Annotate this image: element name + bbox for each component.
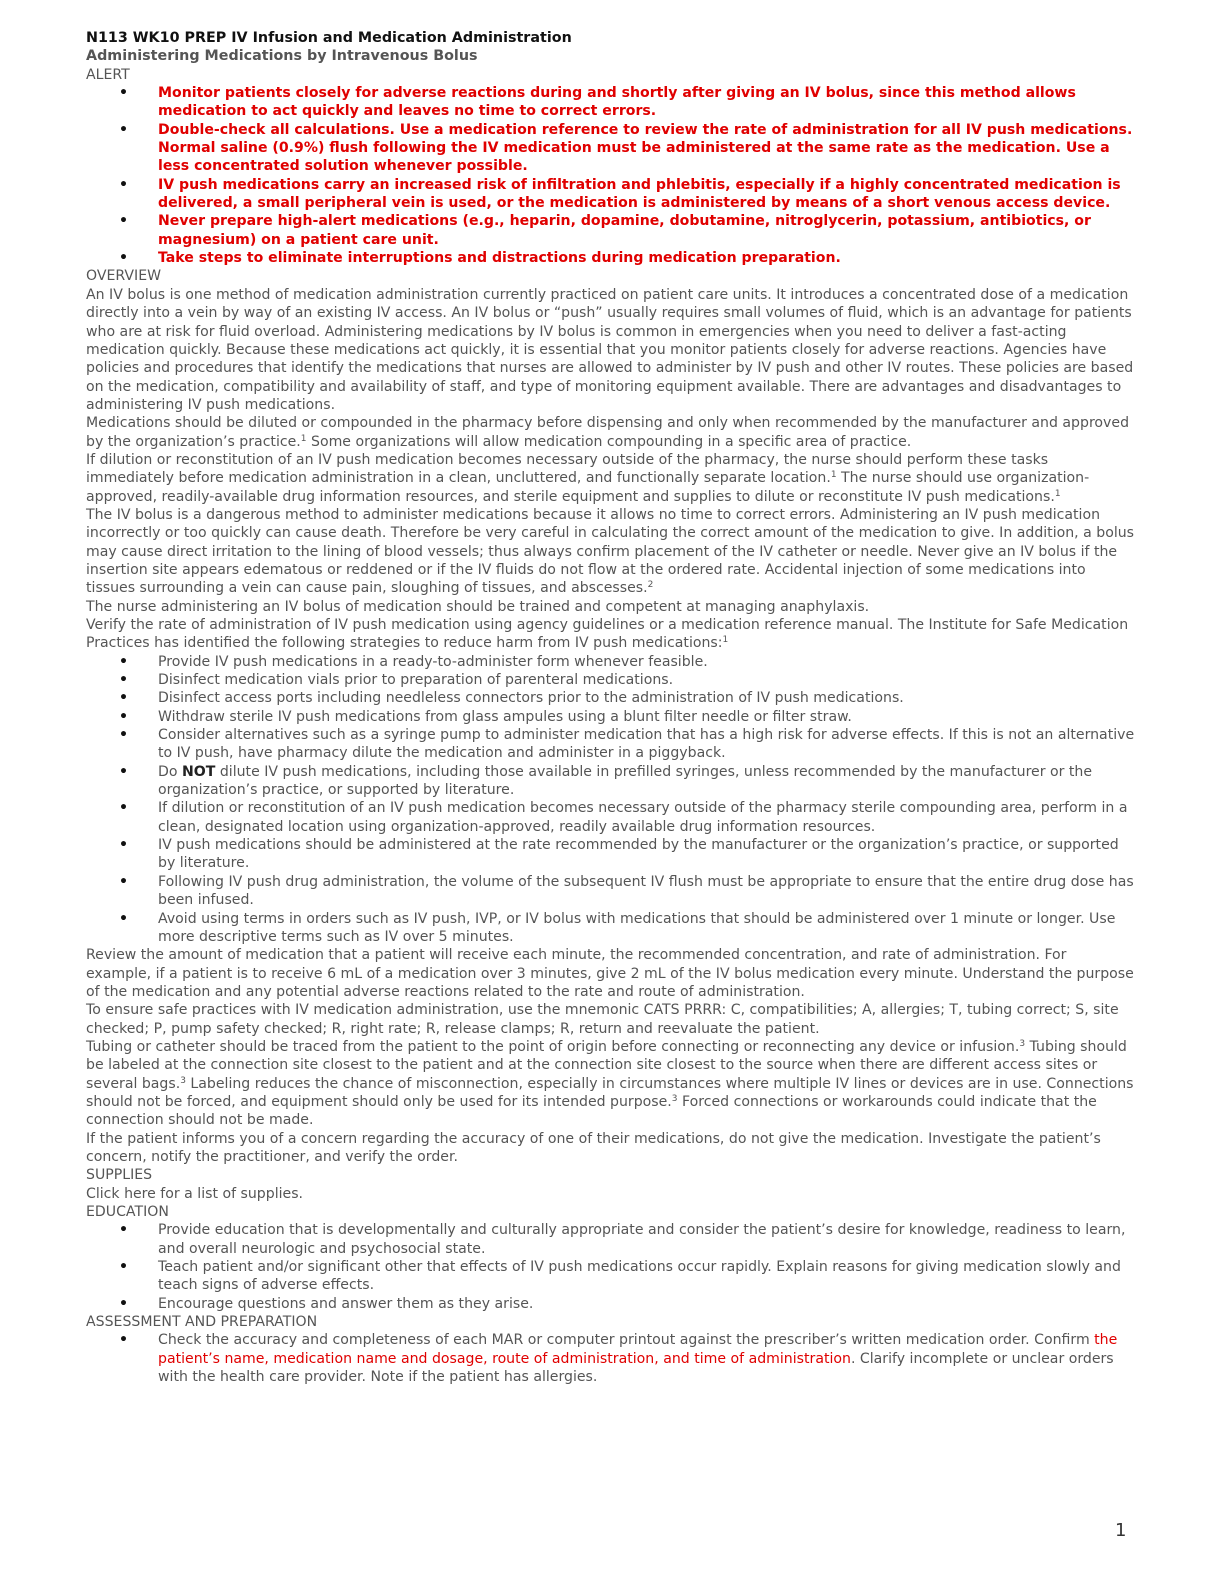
overview-paragraph: If dilution or reconstitution of an IV push medication becomes necessary outside of the pharmacy, the nurse should perform these tasks immediately before medication administration in a clean, uncluttered, and functionally separate location.$^1$ The nurse should use organization-approved, readily-available drug information resources, and sterile equipment and supplies to dilute or reconstitute IV push medications.$^1$ [86,451,1090,505]
alert-list [86,84,1136,267]
overview-paragraph: Tubing or catheter should be traced from the patient to the point of origin before connecting or reconnecting any device or infusion.$^3$ Tubing should be labeled at the connection site closest to the patient and at the connection site closest to the source when there are different access sites or several bags.$^3$ Labeling reduces the chance of misconnection, especially in circumstances where multiple IV lines or devices are in use. Connections should not be forced, and equipment should only be used for its intended purpose.$^3$ Forced connections or workarounds could indicate that the connection should not be made. [86,1038,1134,1129]
education-item: • Provide education that is developmentally and culturally appropriate and consider the patient’s desire for knowledge, readiness to learn, and overall neurologic and psychosocial state. [86,1221,1136,1258]
assessment-item: • Check the accuracy and completeness of each MAR or computer printout against the prescriber’s written medication order. Confirm the patient’s name, medication name and dosage, route of administration, and time of administration. Clarify incomplete or unclear orders with the health care provider. Note if the patient has allergies. [86,1331,1136,1386]
alert-item: • Monitor patients closely for adverse reactions during and shortly after giving an IV bolus, since this method allows medication to act quickly and leaves no time to correct errors. [86,84,1136,121]
strategy-item: • Disinfect medication vials prior to preparation of parenteral medications. [86,671,1136,689]
supplies-link[interactable]: Click here for a list of supplies. [86,1185,304,1202]
assessment-list [86,1331,1136,1386]
education-item: • Teach patient and/or significant other that effects of IV push medications occur rapidly. Explain reasons for giving medication slowly and teach signs of adverse effects. [86,1258,1136,1295]
alert-item: • Double-check all calculations. Use a medication reference to review the rate of administration for all IV push medications. Normal saline (0.9%) flush following the IV medication must be administered at the same rate as the medication. Use a less concentrated solution whenever possible. [86,121,1136,176]
education-item: • Encourage questions and answer them as they arise. [86,1295,1136,1313]
strategy-item: • Following IV push drug administration, the volume of the subsequent IV flush must be appropriate to ensure that the entire drug dose has been infused. [86,873,1136,910]
overview-paragraph: The nurse administering an IV bolus of medication should be trained and competent at managing anaphylaxis. [86,598,870,615]
strategy-list [86,653,1136,947]
overview-paragraph: The IV bolus is a dangerous method to administer medications because it allows no time to correct errors. Administering an IV push medication incorrectly or too quickly can cause death. Therefore be very careful in calculating the correct amount of the medication to give. In addition, a bolus may cause direct irritation to the lining of blood vessels; thus always confirm placement of the IV catheter or needle. Never give an IV bolus if the insertion site appears edematous or reddened or if the IV fluids do not flow at the ordered rate. Accidental injection of some medications into tissues surrounding a vein can cause pain, sloughing of tissues, and abscesses.$^2$ [86,506,1135,597]
strategy-item: • Do NOT dilute IV push medications, including those available in prefilled syringes, unless recommended by the manufacturer or the organization’s practice, or supported by literature. [86,763,1136,800]
strategy-item: • If dilution or reconstitution of an IV push medication becomes necessary outside of the pharmacy sterile compounding area, perform in a clean, designated location using organization-approved, readily available drug information resources. [86,799,1136,836]
supplies-heading: SUPPLIES [86,1167,153,1184]
assessment-heading: ASSESSMENT AND PREPARATION [86,1314,318,1331]
strategy-item: • Consider alternatives such as a syringe pump to administer medication that has a high risk for adverse effects. If this is not an alternative to IV push, have pharmacy dilute the medication and administer in a piggyback. [86,726,1136,763]
overview-paragraph: Verify the rate of administration of IV push medication using agency guidelines or a medication reference manual. The Institute for Safe Medication Practices has identified the following strategies to reduce harm from IV push medications:$^1$ [86,617,1129,652]
overview-paragraph: Medications should be diluted or compounded in the pharmacy before dispensing and only when recommended by the manufacturer and approved by the organization’s practice.$^1$ Some organizations will allow medication compounding in a specific area of practice. [86,415,1130,450]
document-subtitle: Administering Medications by Intravenous Bolus [86,48,478,65]
alert-item: • Take steps to eliminate interruptions and distractions during medication preparation. [86,249,1136,267]
overview-paragraph: An IV bolus is one method of medication administration currently practiced on patient care units. It introduces a concentrated dose of a medication directly into a vein by way of an existing IV access. An IV bolus or “push” usually requires small volumes of fluid, which is an advantage for patients who are at risk for fluid overload. Administering medications by IV bolus is common in emergencies when you need to deliver a fast-acting medication quickly. Because these medications act quickly, it is essential that you monitor patients closely for adverse reactions. Agencies have policies and procedures that identify the medications that nurses are allowed to administer by IV push and other IV routes. These policies are based on the medication, compatibility and availability of staff, and type of monitoring equipment available. There are advantages and disadvantages to administering IV push medications. [86,286,1134,413]
page-number: 1 [1115,1520,1127,1541]
strategy-item: • IV push medications should be administered at the rate recommended by the manufacturer or the organization’s practice, or supported by literature. [86,836,1136,873]
document-page [86,29,1136,1386]
strategy-item: • Withdraw sterile IV push medications from glass ampules using a blunt filter needle or filter straw. [86,708,1136,726]
overview-paragraph: To ensure safe practices with IV medication administration, use the mnemonic CATS PRRR: C, compatibilities; A, allergies; T, tubing correct; S, site checked; P, pump safety checked; R, right rate; R, release clamps; R, return and reevaluate the patient. [86,1002,1119,1037]
document-title: N113 WK10 PREP IV Infusion and Medication Administration [86,30,572,46]
overview-paragraph: Review the amount of medication that a patient will receive each minute, the recommended concentration, and rate of administration. For example, if a patient is to receive 6 mL of a medication over 3 minutes, give 2 mL of the IV bolus medication every minute. Understand the purpose of the medication and any potential adverse reactions related to the rate and route of administration. [86,947,1134,1000]
strategy-item: • Provide IV push medications in a ready-to-administer form whenever feasible. [86,653,1136,671]
alert-heading: ALERT [86,66,130,83]
overview-heading: OVERVIEW [86,268,162,285]
strategy-item: • Avoid using terms in orders such as IV push, IVP, or IV bolus with medications that should be administered over 1 minute or longer. Use more descriptive terms such as IV over 5 minutes. [86,910,1136,947]
education-heading: EDUCATION [86,1204,169,1220]
alert-item: • Never prepare high-alert medications (e.g., heparin, dopamine, dobutamine, nitroglycerin, potassium, antibiotics, or magnesium) on a patient care unit. [86,212,1136,249]
alert-item: • IV push medications carry an increased risk of infiltration and phlebitis, especially if a highly concentrated medication is delivered, a small peripheral vein is used, or the medication is administered by means of a short venous access device. [86,176,1136,213]
education-list [86,1221,1136,1313]
overview-paragraph: If the patient informs you of a concern regarding the accuracy of one of their medications, do not give the medication. Investigate the patient’s concern, notify the practitioner, and verify the order. [86,1130,1101,1165]
strategy-item: • Disinfect access ports including needleless connectors prior to the administration of IV push medications. [86,689,1136,707]
